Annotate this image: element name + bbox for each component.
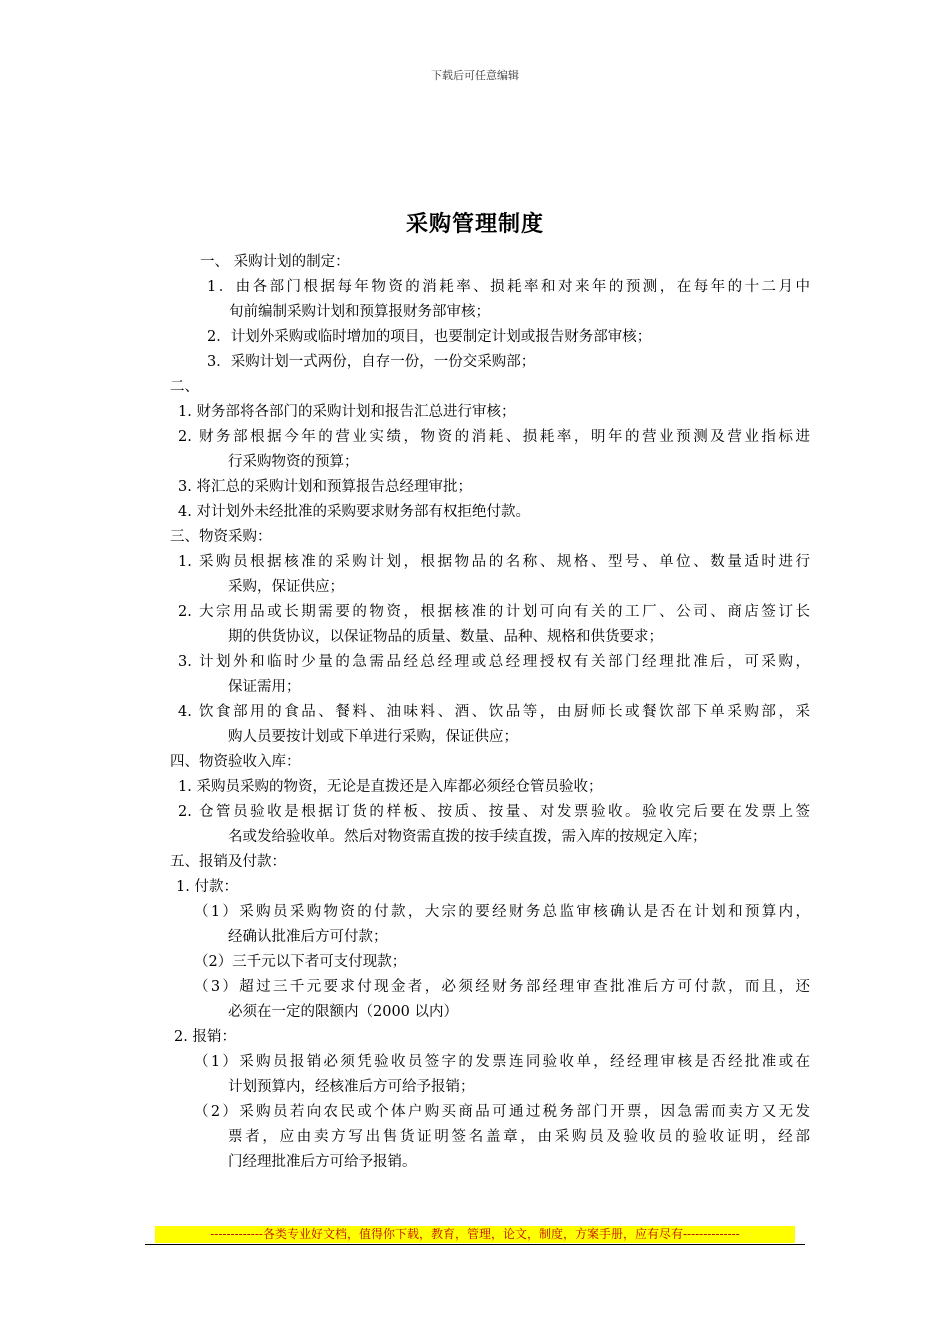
body-line: 4. 饮食部用的食品、餐料、油味料、酒、饮品等，由厨师长或餐饮部下单采购部，采 (178, 704, 810, 720)
body-line: 四、物资验收入库： (170, 754, 301, 770)
body-line: （1）采购员采购物资的付款，大宗的要经财务总监审核确认是否在计划和预算内， (194, 904, 810, 920)
body-line: 必须在一定的限额内（2000 以内） (228, 1004, 459, 1020)
body-line: 五、报销及付款： (170, 854, 286, 870)
body-line: 保证需用； (228, 679, 301, 695)
body-line: 购人员要按计划或下单进行采购，保证供应； (228, 729, 518, 745)
body-line: 3. 将汇总的采购计划和预算报告总经理审批； (178, 479, 472, 495)
body-line: （1）采购员报销必须凭验收员签字的发票连同验收单，经经理审核是否经批准或在 (194, 1054, 810, 1070)
page-header: 下载后可任意编辑 (431, 69, 519, 82)
body-line: 2．计划外采购或临时增加的项目，也要制定计划或报告财务部审核； (207, 329, 652, 345)
body-line: 1. 财务部将各部门的采购计划和报告汇总进行审核； (178, 404, 516, 420)
body-line: 计划预算内，经核准后方可给予报销； (228, 1079, 475, 1095)
body-line: 行采购物资的预算； (228, 454, 359, 470)
body-line: 3. 计划外和临时少量的急需品经总经理或总经理授权有关部门经理批准后，可采购， (178, 654, 810, 670)
body-line: （2）三千元以下者可支付现款； (194, 954, 407, 970)
body-line: 2. 仓管员验收是根据订货的样板、按质、按量、对发票验收。验收完后要在发票上签 (178, 804, 810, 820)
body-line: （3）超过三千元要求付现金者，必须经财务部经理审查批准后方可付款，而且，还 (194, 979, 810, 995)
body-line: 3．采购计划一式两份，自存一份，一份交采购部； (207, 354, 536, 370)
body-line: 期的供货协议，以保证物品的质量、数量、品种、规格和供货要求； (228, 629, 663, 645)
body-line: 1. 付款： (176, 879, 238, 895)
body-line: 二、 (170, 379, 199, 395)
body-line: 2. 大宗用品或长期需要的物资，根据核准的计划可向有关的工厂、公司、商店签订长 (178, 604, 810, 620)
body-line: 2. 报销： (174, 1029, 236, 1045)
body-line: 1．由各部门根据每年物资的消耗率、损耗率和对来年的预测，在每年的十二月中 (207, 279, 810, 295)
document-body (170, 250, 810, 1175)
body-line: 门经理批准后方可给予报销。 (228, 1154, 417, 1170)
body-line: 三、物资采购： (170, 529, 272, 545)
footer-banner: -------------各类专业好文档，值得你下载，教育，管理，论文，制度，方案手册，应有尽有-------------- (155, 1226, 795, 1243)
document-title: 采购管理制度 (405, 212, 544, 237)
body-line: 采购，保证供应； (228, 579, 344, 595)
body-line: 4. 对计划外未经批准的采购要求财务部有权拒绝付款。 (178, 504, 530, 520)
body-line: 一、 采购计划的制定： (200, 254, 350, 270)
footer-rule (145, 1244, 805, 1245)
body-line: （2）采购员若向农民或个体户购买商品可通过税务部门开票，因急需而卖方又无发 (194, 1104, 810, 1120)
body-line: 名或发给验收单。然后对物资需直拨的按手续直拨，需入库的按规定入库； (228, 829, 707, 845)
body-line: 经确认批准后方可付款； (228, 929, 388, 945)
body-line: 1. 采购员根据核准的采购计划，根据物品的名称、规格、型号、单位、数量适时进行 (178, 554, 810, 570)
body-line: 1. 采购员采购的物资，无论是直拨还是入库都必须经仓管员验收； (178, 779, 603, 795)
body-line: 票者，应由卖方写出售货证明签名盖章，由采购员及验收员的验收证明，经部 (228, 1129, 810, 1145)
body-line: 旬前编制采购计划和预算报财务部审核； (229, 304, 490, 320)
body-line: 2. 财务部根据今年的营业实绩，物资的消耗、损耗率，明年的营业预测及营业指标进 (178, 429, 810, 445)
